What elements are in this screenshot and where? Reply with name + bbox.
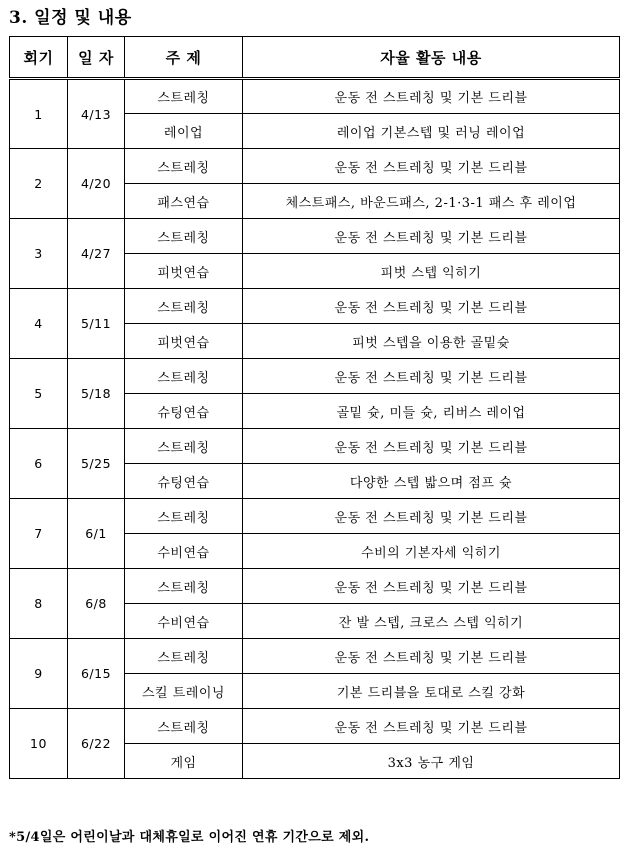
table-row xyxy=(10,79,620,114)
header-topic: 주 제 xyxy=(125,37,243,79)
topic-cell: 슈팅연습 xyxy=(125,464,243,499)
activity-cell: 운동 전 스트레칭 및 기본 드리블 xyxy=(243,79,620,114)
table-row xyxy=(10,569,620,604)
header-date: 일 자 xyxy=(68,37,125,79)
session-number: 7 xyxy=(10,499,68,569)
topic-cell: 스트레칭 xyxy=(125,149,243,184)
topic-cell: 스트레칭 xyxy=(125,499,243,534)
session-number: 2 xyxy=(10,149,68,219)
table-row xyxy=(10,709,620,744)
topic-cell: 스트레칭 xyxy=(125,219,243,254)
session-date: 4/13 xyxy=(68,79,125,149)
topic-cell: 레이업 xyxy=(125,114,243,149)
activity-cell: 피벗 스텝 익히기 xyxy=(243,254,620,289)
topic-cell: 스킬 트레이닝 xyxy=(125,674,243,709)
footnote: *5/4일은 어린이날과 대체휴일로 이어진 연휴 기간으로 제외. xyxy=(9,830,370,845)
schedule-table xyxy=(9,36,620,779)
session-date: 4/27 xyxy=(68,219,125,289)
table-row xyxy=(10,639,620,674)
session-date: 6/15 xyxy=(68,639,125,709)
session-date: 5/18 xyxy=(68,359,125,429)
activity-cell: 운동 전 스트레칭 및 기본 드리블 xyxy=(243,499,620,534)
activity-cell: 수비의 기본자세 익히기 xyxy=(243,534,620,569)
activity-cell: 운동 전 스트레칭 및 기본 드리블 xyxy=(243,359,620,394)
topic-cell: 스트레칭 xyxy=(125,289,243,324)
session-number: 9 xyxy=(10,639,68,709)
topic-cell: 게임 xyxy=(125,744,243,779)
topic-cell: 스트레칭 xyxy=(125,709,243,744)
topic-cell: 스트레칭 xyxy=(125,79,243,114)
topic-cell: 피벗연습 xyxy=(125,324,243,359)
topic-cell: 스트레칭 xyxy=(125,569,243,604)
header-session: 회기 xyxy=(10,37,68,79)
table-row xyxy=(10,429,620,464)
session-number: 10 xyxy=(10,709,68,779)
activity-cell: 운동 전 스트레칭 및 기본 드리블 xyxy=(243,149,620,184)
session-date: 6/8 xyxy=(68,569,125,639)
session-number: 4 xyxy=(10,289,68,359)
table-header-row xyxy=(10,37,620,79)
activity-cell: 레이업 기본스텝 및 러닝 레이업 xyxy=(243,114,620,149)
activity-cell: 피벗 스텝을 이용한 골밑슛 xyxy=(243,324,620,359)
table-row xyxy=(10,219,620,254)
table-row xyxy=(10,149,620,184)
topic-cell: 수비연습 xyxy=(125,604,243,639)
activity-cell: 기본 드리블을 토대로 스킬 강화 xyxy=(243,674,620,709)
section-heading: 3. 일정 및 내용 xyxy=(9,8,132,28)
topic-cell: 피벗연습 xyxy=(125,254,243,289)
schedule-body xyxy=(10,79,620,779)
topic-cell: 수비연습 xyxy=(125,534,243,569)
activity-cell: 잔 발 스텝, 크로스 스텝 익히기 xyxy=(243,604,620,639)
table-row xyxy=(10,499,620,534)
header-activity: 자율 활동 내용 xyxy=(243,37,620,79)
activity-cell: 다양한 스텝 밟으며 점프 슛 xyxy=(243,464,620,499)
session-number: 8 xyxy=(10,569,68,639)
table-row xyxy=(10,289,620,324)
session-date: 6/1 xyxy=(68,499,125,569)
activity-cell: 운동 전 스트레칭 및 기본 드리블 xyxy=(243,639,620,674)
session-date: 4/20 xyxy=(68,149,125,219)
topic-cell: 스트레칭 xyxy=(125,639,243,674)
session-number: 1 xyxy=(10,79,68,149)
activity-cell: 골밑 슛, 미들 슛, 리버스 레이업 xyxy=(243,394,620,429)
activity-cell: 운동 전 스트레칭 및 기본 드리블 xyxy=(243,709,620,744)
topic-cell: 패스연습 xyxy=(125,184,243,219)
topic-cell: 슈팅연습 xyxy=(125,394,243,429)
activity-cell: 3x3 농구 게임 xyxy=(243,744,620,779)
activity-cell: 운동 전 스트레칭 및 기본 드리블 xyxy=(243,219,620,254)
session-number: 5 xyxy=(10,359,68,429)
topic-cell: 스트레칭 xyxy=(125,359,243,394)
session-date: 6/22 xyxy=(68,709,125,779)
table-row xyxy=(10,359,620,394)
session-date: 5/25 xyxy=(68,429,125,499)
activity-cell: 운동 전 스트레칭 및 기본 드리블 xyxy=(243,569,620,604)
session-date: 5/11 xyxy=(68,289,125,359)
activity-cell: 운동 전 스트레칭 및 기본 드리블 xyxy=(243,429,620,464)
activity-cell: 운동 전 스트레칭 및 기본 드리블 xyxy=(243,289,620,324)
topic-cell: 스트레칭 xyxy=(125,429,243,464)
session-number: 3 xyxy=(10,219,68,289)
activity-cell: 체스트패스, 바운드패스, 2-1·3-1 패스 후 레이업 xyxy=(243,184,620,219)
session-number: 6 xyxy=(10,429,68,499)
